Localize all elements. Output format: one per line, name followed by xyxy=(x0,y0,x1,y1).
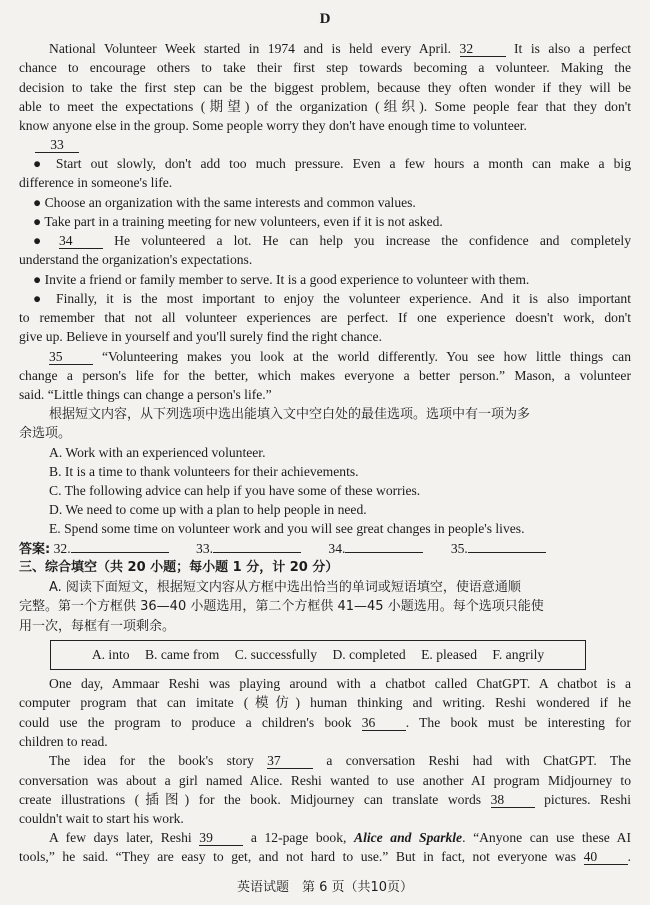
story-line: tools,” he said. “They are easy to get, and not hard to use.” But in fact, not everyone was 40 . xyxy=(19,849,631,864)
page-footer: 英语试题 第 6 页（共10页） xyxy=(236,880,414,895)
passage-line: chance to encourage others to take their first step towards becoming a volunteer. Making the xyxy=(19,60,631,75)
option-c: C. The following advice can help if you have some of these worries. xyxy=(49,483,421,498)
passage-line: National Volunteer Week started in 1974 and is held every April. 32 It is also a perfect xyxy=(49,41,632,56)
instructions: 根据短文内容，从下列选项中选出能填入文中空白处的最佳选项。选项中有一项为多 xyxy=(49,407,531,422)
passage-line: know anyone else in the group. Some people worry they don't have enough time to volunteer. xyxy=(19,118,527,133)
blank-35[interactable]: 35 xyxy=(49,349,93,365)
part-a-instructions: A. 阅读下面短文，根据短文内容从方框中选出恰当的单词或短语填空，使语意通顺 xyxy=(49,580,521,595)
passage-line: said. “Little things can change a person's life.” xyxy=(19,387,272,402)
bullet-item: ● Start out slowly, don't add too much pressure. Even a few hours a month can make a big xyxy=(33,156,631,171)
story-line: couldn't wait to start his work. xyxy=(19,811,184,826)
blank-37[interactable]: 37 xyxy=(267,753,313,769)
box-option: A. into xyxy=(91,647,130,662)
passage-line: 35 “Volunteering makes you look at the world differently. You see how little things can xyxy=(49,349,631,364)
blank-36[interactable]: 36 xyxy=(362,715,406,731)
blank-39[interactable]: 39 xyxy=(199,830,243,846)
answer-line: 答案: 32. 33. 34. 35. xyxy=(19,540,631,559)
passage-line: difference in someone's life. xyxy=(19,175,173,190)
option-a: A. Work with an experienced volunteer. xyxy=(49,445,266,460)
passage-line: able to meet the expectations (期望) of the organization (组织). Some people fear that they don't xyxy=(19,99,631,114)
box-option: D. completed xyxy=(332,647,406,662)
answer-35-field[interactable] xyxy=(468,552,546,553)
section-heading: 三、综合填空（共 20 小题；每小题 1 分，计 20 分） xyxy=(19,560,339,575)
box-option: E. pleased xyxy=(421,647,477,662)
part-a-instructions: 完整。第一个方框供 36—40 小题选用，第二个方框供 41—45 小题选用。每个选项只能使 xyxy=(19,599,544,614)
blank-34[interactable]: 34 xyxy=(59,233,103,249)
story-line: A few days later, Reshi 39 a 12-page book, Alice and Sparkle. “Anyone can use these AI xyxy=(49,830,631,845)
bullet-item: ● Invite a friend or family member to serve. It is a good experience to volunteer with them. xyxy=(33,272,530,287)
bullet-item: ● Take part in a training meeting for new volunteers, even if it is not asked. xyxy=(33,214,443,229)
story-line: One day, Ammaar Reshi was playing around with a chatbot called ChatGPT. A chatbot is a xyxy=(49,676,631,691)
answer-34-field[interactable] xyxy=(345,552,423,553)
bullet-item: ● Finally, it is the most important to enjoy the volunteer experience. And it is also important xyxy=(33,291,631,306)
instructions: 余选项。 xyxy=(19,426,72,441)
story-line: children to read. xyxy=(19,734,108,749)
passage-line: give up. Believe in yourself and you'll surely find the right chance. xyxy=(19,329,382,344)
box-option: F. angrily xyxy=(492,647,545,662)
passage-line: decision to take the first step can be the biggest problem, because they often wonder if they will be xyxy=(19,80,631,95)
blank-40[interactable]: 40 xyxy=(584,849,628,865)
box-option: C. successfully xyxy=(234,647,318,662)
passage-line: understand the organization's expectations. xyxy=(19,252,253,267)
option-b: B. It is a time to thank volunteers for their achievements. xyxy=(49,464,359,479)
blank-38[interactable]: 38 xyxy=(491,792,535,808)
passage-line: to remember that not all volunteer experiences are perfect. If one experience doesn't work, don't xyxy=(19,310,631,325)
option-d: D. We need to come up with a plan to help people in need. xyxy=(49,502,367,517)
section-title: D xyxy=(319,11,331,27)
story-line: computer program that can imitate (模仿) human thinking and writing. Reshi wondered if he xyxy=(19,695,631,710)
answer-33-field[interactable] xyxy=(213,552,301,553)
part-a-instructions: 用一次，每框有一项剩余。 xyxy=(19,619,176,634)
book-title: Alice and Sparkle xyxy=(354,830,463,845)
story-line: The idea for the book's story 37 a conversation Reshi had with ChatGPT. The xyxy=(49,753,631,768)
bullet-item: ● Choose an organization with the same interests and common values. xyxy=(33,195,416,210)
option-e: E. Spend some time on volunteer work and you will see great changes in people's lives. xyxy=(49,521,525,536)
story-line: create illustrations (插图) for the book. Midjourney can translate words 38 pictures. Reshi xyxy=(19,792,632,807)
bullet-item: ● 34 He volunteered a lot. He can help you increase the confidence and completely xyxy=(33,233,631,248)
passage-line: change a person's life for the better, which makes everyone a better person.” Mason, a volunteer xyxy=(19,368,631,383)
blank-33-line xyxy=(35,136,79,154)
word-box xyxy=(50,640,586,670)
answer-32-field[interactable] xyxy=(71,552,169,553)
box-option: B. came from xyxy=(144,647,220,662)
story-line: could use the program to produce a children's book 36 . The book must be interesting for xyxy=(19,715,631,730)
story-line: conversation was about a girl named Alice. Reshi wanted to use another AI program Midjourney to xyxy=(19,773,631,788)
blank-33[interactable]: 33 xyxy=(35,137,79,153)
blank-32[interactable]: 32 xyxy=(460,41,506,57)
